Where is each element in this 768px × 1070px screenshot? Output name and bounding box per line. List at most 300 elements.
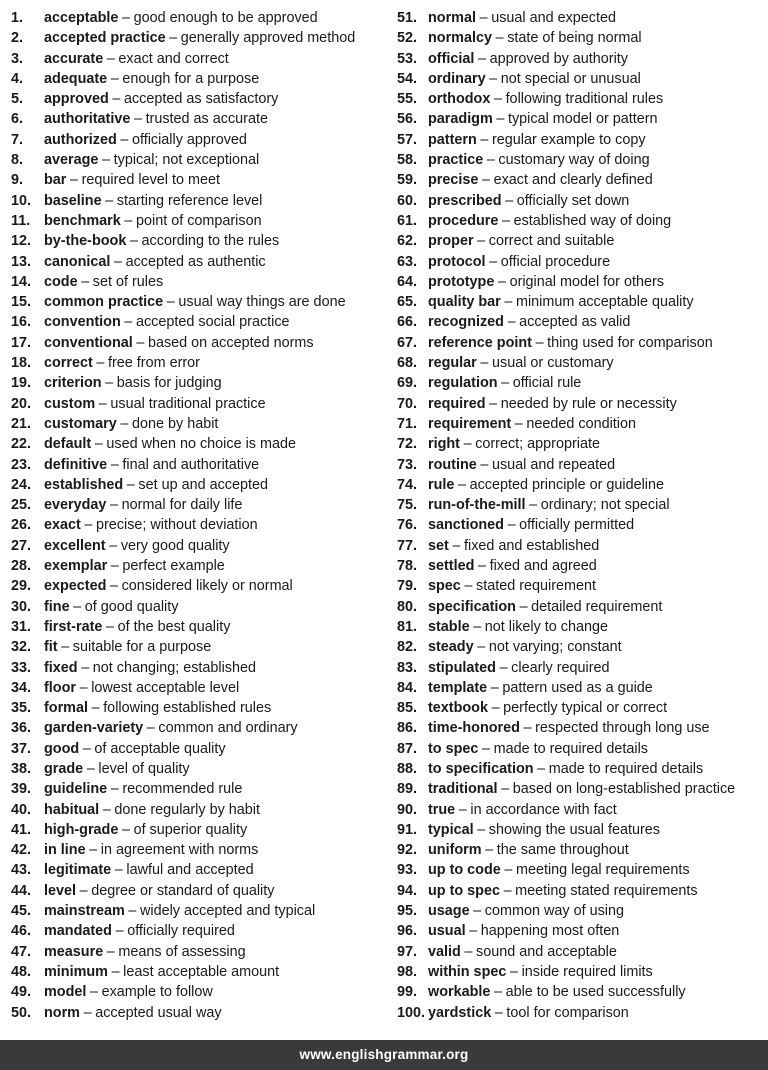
item-term: usual: [428, 923, 466, 940]
item-term: stipulated: [428, 659, 496, 676]
item-term: norm: [44, 1004, 80, 1021]
item-separator: –: [489, 70, 498, 87]
item-term: fixed: [44, 659, 78, 676]
list-item: [397, 759, 763, 779]
item-separator: –: [109, 578, 118, 595]
item-term: good: [44, 740, 80, 757]
item-number: 27.: [11, 537, 32, 554]
item-number: 93.: [397, 862, 418, 879]
item-separator: –: [473, 618, 482, 635]
item-text: [44, 109, 268, 129]
item-term: within spec: [428, 963, 507, 980]
item-number: 43.: [11, 862, 32, 879]
item-separator: –: [499, 659, 508, 676]
item-text: [44, 982, 213, 1002]
list-item: [11, 191, 383, 211]
item-text: [428, 860, 690, 880]
item-definition: detailed requirement: [531, 598, 663, 615]
item-term: accurate: [44, 50, 104, 67]
item-number: 36.: [11, 720, 32, 737]
item-number: 9.: [11, 172, 24, 189]
list-item: [11, 292, 383, 312]
item-separator: –: [477, 639, 486, 656]
item-number: 59.: [397, 172, 418, 189]
list-item: [397, 414, 763, 434]
item-definition: point of comparison: [135, 212, 262, 229]
item-separator: –: [106, 943, 115, 960]
item-number: 29.: [11, 578, 32, 595]
item-number: 32.: [11, 639, 32, 656]
list-item: [11, 576, 383, 596]
item-definition: established way of doing: [513, 212, 672, 229]
item-text: [428, 28, 642, 48]
item-number: 92.: [397, 842, 418, 859]
item-term: to spec: [428, 740, 479, 757]
item-term: measure: [44, 943, 104, 960]
item-text: [44, 739, 226, 759]
item-text: [44, 495, 242, 515]
item-number: 7.: [11, 131, 24, 148]
item-number: 72.: [397, 436, 418, 453]
item-definition: enough for a purpose: [122, 70, 260, 87]
item-text: [44, 455, 259, 475]
item-term: bar: [44, 172, 67, 189]
item-definition: means of assessing: [118, 943, 246, 960]
item-text: [44, 1003, 222, 1023]
item-separator: –: [129, 233, 138, 250]
item-term: spec: [428, 578, 461, 595]
item-term: expected: [44, 578, 107, 595]
item-term: minimum: [44, 963, 108, 980]
item-text: [428, 312, 630, 332]
item-separator: –: [504, 294, 513, 311]
item-separator: –: [114, 862, 123, 879]
list-item: [397, 779, 763, 799]
item-separator: –: [110, 781, 119, 798]
list-item: [397, 718, 763, 738]
item-number: 69.: [397, 375, 418, 392]
list-item: [11, 881, 383, 901]
item-definition: final and authoritative: [122, 456, 260, 473]
item-separator: –: [81, 273, 90, 290]
list-item: [11, 800, 383, 820]
item-text: [428, 1003, 629, 1023]
item-term: convention: [44, 314, 121, 331]
item-separator: –: [505, 192, 514, 209]
list-item: [11, 434, 383, 454]
item-text: [428, 881, 698, 901]
item-number: 15.: [11, 294, 32, 311]
item-separator: –: [529, 497, 538, 514]
list-item: [11, 698, 383, 718]
list-item: [397, 982, 763, 1002]
item-number: 53.: [397, 50, 418, 67]
item-text: [44, 678, 239, 698]
item-term: protocol: [428, 253, 486, 270]
item-text: [44, 759, 190, 779]
item-number: 78.: [397, 558, 418, 575]
item-term: default: [44, 436, 92, 453]
item-text: [428, 536, 599, 556]
list-item: [397, 211, 763, 231]
item-term: run-of-the-mill: [428, 497, 526, 514]
item-text: [428, 292, 694, 312]
item-separator: –: [105, 618, 114, 635]
item-definition: normal for daily life: [121, 497, 243, 514]
item-text: [428, 69, 641, 89]
item-term: set: [428, 537, 449, 554]
list-item: [397, 130, 763, 150]
item-separator: –: [481, 740, 490, 757]
list-item: [397, 394, 763, 414]
item-definition: pattern used as a guide: [502, 679, 653, 696]
item-term: baseline: [44, 192, 102, 209]
item-separator: –: [86, 760, 95, 777]
item-number: 18.: [11, 355, 32, 372]
item-number: 14.: [11, 273, 32, 290]
item-separator: –: [490, 679, 499, 696]
item-term: workable: [428, 984, 491, 1001]
item-definition: lawful and accepted: [126, 862, 254, 879]
item-separator: –: [463, 436, 472, 453]
item-number: 20.: [11, 395, 32, 412]
item-text: [44, 231, 279, 251]
item-text: [428, 373, 581, 393]
list-item: [11, 678, 383, 698]
item-separator: –: [110, 456, 119, 473]
list-item: [397, 860, 763, 880]
item-number: 26.: [11, 517, 32, 534]
item-separator: –: [70, 172, 79, 189]
item-separator: –: [477, 233, 486, 250]
item-text: [428, 942, 617, 962]
item-text: [428, 130, 646, 150]
item-text: [44, 28, 355, 48]
item-separator: –: [514, 415, 523, 432]
item-text: [428, 800, 617, 820]
item-term: specification: [428, 598, 516, 615]
item-term: benchmark: [44, 212, 121, 229]
item-term: steady: [428, 639, 474, 656]
item-separator: –: [480, 456, 489, 473]
list-item: [397, 272, 763, 292]
item-term: model: [44, 984, 87, 1001]
item-term: yardstick: [428, 1004, 492, 1021]
item-definition: good enough to be approved: [133, 10, 318, 26]
item-definition: fixed and agreed: [489, 558, 597, 575]
item-definition: perfect example: [122, 558, 225, 575]
item-separator: –: [458, 801, 467, 818]
item-number: 79.: [397, 578, 418, 595]
item-number: 47.: [11, 943, 32, 960]
item-term: time-honored: [428, 720, 520, 737]
item-term: garden-variety: [44, 720, 144, 737]
item-term: adequate: [44, 70, 108, 87]
list-item: [397, 658, 763, 678]
item-definition: typical; not exceptional: [113, 152, 260, 169]
item-number: 30.: [11, 598, 32, 615]
list-item: [397, 434, 763, 454]
item-term: settled: [428, 558, 475, 575]
list-item: [397, 536, 763, 556]
item-separator: –: [91, 700, 100, 717]
list-item: [397, 698, 763, 718]
item-definition: in agreement with norms: [100, 842, 259, 859]
item-number: 1.: [11, 10, 24, 26]
list-item: [397, 597, 763, 617]
item-number: 38.: [11, 760, 32, 777]
item-term: canonical: [44, 253, 111, 270]
item-separator: –: [495, 30, 504, 47]
list-item: [11, 840, 383, 860]
item-text: [428, 576, 596, 596]
item-text: [44, 49, 229, 69]
item-separator: –: [477, 821, 486, 838]
item-separator: –: [489, 395, 498, 412]
item-separator: –: [122, 10, 131, 26]
item-definition: needed condition: [526, 415, 636, 432]
list-item: [397, 495, 763, 515]
item-separator: –: [497, 273, 506, 290]
item-definition: done regularly by habit: [114, 801, 260, 818]
item-separator: –: [115, 923, 124, 940]
item-text: [428, 901, 624, 921]
list-item: [11, 718, 383, 738]
list-item: [397, 8, 763, 28]
item-term: mandated: [44, 923, 112, 940]
item-definition: usual and expected: [491, 10, 617, 26]
item-number: 8.: [11, 152, 24, 169]
item-text: [44, 272, 163, 292]
item-separator: –: [480, 355, 489, 372]
item-term: official: [428, 50, 475, 67]
item-number: 63.: [397, 253, 418, 270]
list-item: [11, 211, 383, 231]
list-item: [397, 840, 763, 860]
list-item: [397, 373, 763, 393]
item-number: 70.: [397, 395, 418, 412]
list-item: [397, 678, 763, 698]
list-item: [397, 89, 763, 109]
item-text: [44, 312, 290, 332]
item-text: [428, 658, 610, 678]
item-text: [428, 353, 614, 373]
item-number: 11.: [11, 212, 31, 229]
item-text: [428, 759, 703, 779]
item-text: [44, 536, 230, 556]
item-text: [428, 698, 667, 718]
item-term: level: [44, 882, 77, 899]
item-separator: –: [535, 334, 544, 351]
item-separator: –: [477, 50, 486, 67]
item-separator: –: [452, 537, 461, 554]
item-number: 98.: [397, 963, 418, 980]
item-text: [44, 779, 242, 799]
item-separator: –: [485, 842, 494, 859]
item-text: [44, 942, 246, 962]
item-text: [428, 597, 662, 617]
item-separator: –: [105, 375, 114, 392]
item-separator: –: [146, 720, 155, 737]
item-term: proper: [428, 233, 474, 250]
item-separator: –: [509, 963, 518, 980]
item-text: [428, 150, 650, 170]
item-text: [44, 252, 266, 272]
item-definition: following traditional rules: [505, 91, 664, 108]
item-number: 95.: [397, 903, 418, 920]
item-separator: –: [126, 476, 135, 493]
list-item: [11, 475, 383, 495]
list-item: [397, 28, 763, 48]
item-definition: officially approved: [131, 131, 247, 148]
item-definition: usual and repeated: [491, 456, 616, 473]
item-term: up to spec: [428, 882, 500, 899]
item-definition: typical model or pattern: [507, 111, 658, 128]
item-definition: least acceptable amount: [123, 963, 280, 980]
item-text: [428, 779, 735, 799]
item-text: [44, 191, 262, 211]
list-item: [11, 982, 383, 1002]
item-definition: lowest acceptable level: [91, 679, 240, 696]
item-term: typical: [428, 821, 474, 838]
list-item: [11, 658, 383, 678]
item-term: procedure: [428, 212, 499, 229]
item-number: 2.: [11, 30, 24, 47]
item-definition: showing the usual features: [488, 821, 660, 838]
list-item: [397, 312, 763, 332]
item-number: 64.: [397, 273, 418, 290]
item-term: usage: [428, 903, 470, 920]
list-item: [11, 1003, 383, 1023]
list-item: [11, 921, 383, 941]
list-item: [11, 231, 383, 251]
item-text: [44, 820, 247, 840]
item-separator: –: [124, 212, 133, 229]
item-term: regular: [428, 355, 477, 372]
item-separator: –: [523, 720, 532, 737]
item-definition: minimum acceptable quality: [515, 294, 694, 311]
list-item: [11, 130, 383, 150]
item-number: 3.: [11, 50, 24, 67]
item-term: orthodox: [428, 91, 491, 108]
item-term: grade: [44, 760, 84, 777]
item-number: 80.: [397, 598, 418, 615]
item-term: rule: [428, 476, 455, 493]
list-item: [397, 637, 763, 657]
item-separator: –: [102, 801, 111, 818]
item-definition: inside required limits: [521, 963, 653, 980]
item-number: 61.: [397, 212, 418, 229]
list-item: [11, 150, 383, 170]
item-term: stable: [428, 618, 470, 635]
item-separator: –: [94, 436, 103, 453]
item-term: mainstream: [44, 903, 125, 920]
item-definition: correct and suitable: [488, 233, 615, 250]
item-definition: perfectly typical or correct: [503, 700, 668, 717]
item-number: 85.: [397, 700, 418, 717]
item-definition: able to be used successfully: [505, 984, 686, 1001]
list-item: [11, 739, 383, 759]
item-separator: –: [133, 111, 142, 128]
list-item: [397, 739, 763, 759]
item-separator: –: [501, 781, 510, 798]
item-separator: –: [120, 131, 129, 148]
item-term: habitual: [44, 801, 100, 818]
item-text: [44, 211, 262, 231]
item-term: valid: [428, 943, 461, 960]
item-term: right: [428, 436, 460, 453]
list-item: [11, 49, 383, 69]
item-definition: example to follow: [101, 984, 213, 1001]
item-text: [44, 475, 268, 495]
item-number: 77.: [397, 537, 418, 554]
list-item: [397, 576, 763, 596]
list-item: [11, 779, 383, 799]
list-item: [11, 28, 383, 48]
list-item: [11, 556, 383, 576]
item-separator: –: [501, 212, 510, 229]
item-separator: –: [464, 943, 473, 960]
item-definition: accepted social practice: [135, 314, 290, 331]
item-separator: –: [83, 1004, 92, 1021]
item-definition: accepted as valid: [519, 314, 631, 331]
item-definition: very good quality: [120, 537, 230, 554]
item-separator: –: [110, 558, 119, 575]
item-definition: made to required details: [493, 740, 648, 757]
item-separator: –: [496, 111, 505, 128]
left-column: [11, 8, 383, 1023]
item-text: [428, 678, 653, 698]
item-separator: –: [128, 903, 137, 920]
item-number: 88.: [397, 760, 418, 777]
item-text: [44, 921, 235, 941]
list-item: [397, 69, 763, 89]
item-definition: in accordance with fact: [470, 801, 617, 818]
list-item: [11, 860, 383, 880]
item-number: 96.: [397, 923, 418, 940]
item-text: [428, 556, 597, 576]
list-item: [397, 150, 763, 170]
item-definition: state of being normal: [507, 30, 642, 47]
item-number: 34.: [11, 679, 32, 696]
item-text: [428, 840, 629, 860]
item-separator: –: [501, 375, 510, 392]
item-text: [44, 89, 278, 109]
item-text: [44, 556, 225, 576]
list-item: [11, 333, 383, 353]
item-definition: official rule: [512, 375, 582, 392]
item-term: requirement: [428, 415, 512, 432]
item-separator: –: [491, 700, 500, 717]
item-number: 86.: [397, 720, 418, 737]
item-number: 66.: [397, 314, 418, 331]
item-separator: –: [480, 131, 489, 148]
item-term: common practice: [44, 294, 164, 311]
item-term: criterion: [44, 375, 102, 392]
list-item: [397, 353, 763, 373]
item-term: pattern: [428, 131, 477, 148]
item-definition: widely accepted and typical: [140, 903, 316, 920]
item-definition: exact and correct: [118, 50, 229, 67]
list-item: [11, 455, 383, 475]
item-definition: meeting legal requirements: [515, 862, 690, 879]
item-definition: trusted as accurate: [145, 111, 268, 128]
item-number: 6.: [11, 111, 24, 128]
item-separator: –: [84, 517, 93, 534]
item-term: fine: [44, 598, 70, 615]
item-number: 22.: [11, 436, 32, 453]
list-item: [397, 292, 763, 312]
